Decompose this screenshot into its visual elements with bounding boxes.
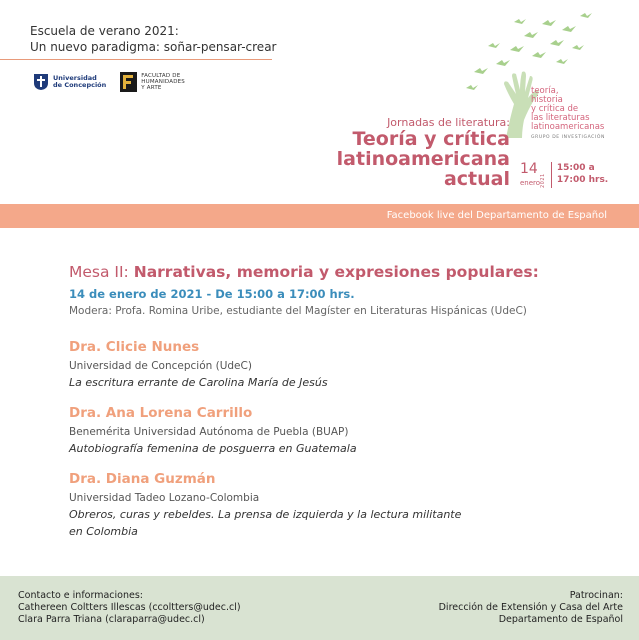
event-series: Jornadas de literatura: xyxy=(387,116,510,129)
footer xyxy=(0,576,639,640)
fha-logo-line1: FACULTAD DE xyxy=(141,73,181,79)
panel-date: 14 de enero de 2021 - De 15:00 a 17:00 hrs. xyxy=(69,287,355,301)
event-time-end: 17:00 hrs. xyxy=(556,175,609,185)
institution-logos xyxy=(33,72,185,92)
fha-mark-icon xyxy=(120,72,137,92)
event-time-start: 15:00 a xyxy=(556,163,595,173)
sponsor-title: Patrocinan: xyxy=(569,590,623,601)
speaker-institution: Benemérita Universidad Autónoma de Puebla (BUAP) xyxy=(69,426,349,438)
event-date-block xyxy=(520,162,608,188)
event-month: enero xyxy=(520,179,541,187)
facebook-live-banner xyxy=(0,204,639,228)
bird-flock-icon xyxy=(466,13,592,90)
udec-logo-line1: Universidad xyxy=(53,74,97,82)
contact-title: Contacto e informaciones: xyxy=(18,590,143,601)
research-group-tagline xyxy=(531,87,605,140)
speaker-3 xyxy=(69,471,461,540)
contact-person-2: Clara Parra Triana (claraparra@udec.cl) xyxy=(18,614,205,625)
sponsor-1: Dirección de Extensión y Casa del Arte xyxy=(438,602,623,613)
sponsors xyxy=(439,590,623,626)
school-title xyxy=(30,23,276,55)
fha-logo xyxy=(120,72,185,92)
fha-logo-line3: Y ARTE xyxy=(141,85,162,91)
speaker-talk-continued: en Colombia xyxy=(69,525,138,538)
contact-info xyxy=(18,590,241,626)
speaker-name: Dra. Diana Guzmán xyxy=(69,471,216,487)
panel-topic: Narrativas, memoria y expresiones populares: xyxy=(133,263,539,281)
tagline-line4: las literaturas xyxy=(531,113,590,123)
speaker-institution: Universidad Tadeo Lozano-Colombia xyxy=(69,492,260,504)
event-title-block xyxy=(337,116,510,189)
research-group-label: GRUPO DE INVESTIGACIÓN xyxy=(531,135,605,140)
speaker-talk: La escritura errante de Carolina María de Jesús xyxy=(69,376,328,389)
date-separator xyxy=(551,162,552,188)
panel-title xyxy=(69,263,539,281)
panel-moderator: Modera: Profa. Romina Uribe, estudiante del Magíster en Literaturas Hispánicas (UdeC) xyxy=(69,305,527,317)
speaker-institution: Universidad de Concepción (UdeC) xyxy=(69,360,252,372)
tagline-line1: teoría, xyxy=(531,86,559,96)
event-year: 2021 xyxy=(539,173,546,188)
speaker-name: Dra. Ana Lorena Carrillo xyxy=(69,405,253,421)
event-day: 14 xyxy=(520,161,538,177)
udec-logo-line2: de Concepción xyxy=(53,81,107,89)
speaker-1 xyxy=(69,339,328,391)
event-title-line3: actual xyxy=(443,168,510,190)
udec-crest-icon xyxy=(33,73,49,91)
tagline-line5: latinoamericanas xyxy=(531,122,605,132)
sponsor-2: Departamento de Español xyxy=(498,614,623,625)
facebook-live-text: Facebook live del Departamento de Español xyxy=(386,210,607,221)
event-title-line1: Teoría y crítica xyxy=(352,128,510,150)
speaker-talk: Obreros, curas y rebeldes. La prensa de izquierda y la lectura militante xyxy=(69,508,462,521)
udec-logo xyxy=(33,73,106,91)
tagline-line3: y crítica de xyxy=(531,104,579,114)
header-divider xyxy=(0,59,272,60)
speaker-name: Dra. Clicie Nunes xyxy=(69,339,200,355)
school-title-line1: Escuela de verano 2021: xyxy=(30,24,179,38)
fha-logo-line2: HUMANIDADES xyxy=(141,79,185,85)
school-title-line2: Un nuevo paradigma: soñar-pensar-crear xyxy=(30,40,277,54)
contact-person-1: Cathereen Coltters Illescas (ccoltters@udec.cl) xyxy=(18,602,241,613)
tagline-line2: historia xyxy=(531,95,563,105)
event-title-line2: latinoamericana xyxy=(336,148,510,170)
panel-label: Mesa II: xyxy=(69,263,129,281)
speaker-2 xyxy=(69,405,357,457)
speaker-talk: Autobiografía femenina de posguerra en Guatemala xyxy=(69,442,357,455)
